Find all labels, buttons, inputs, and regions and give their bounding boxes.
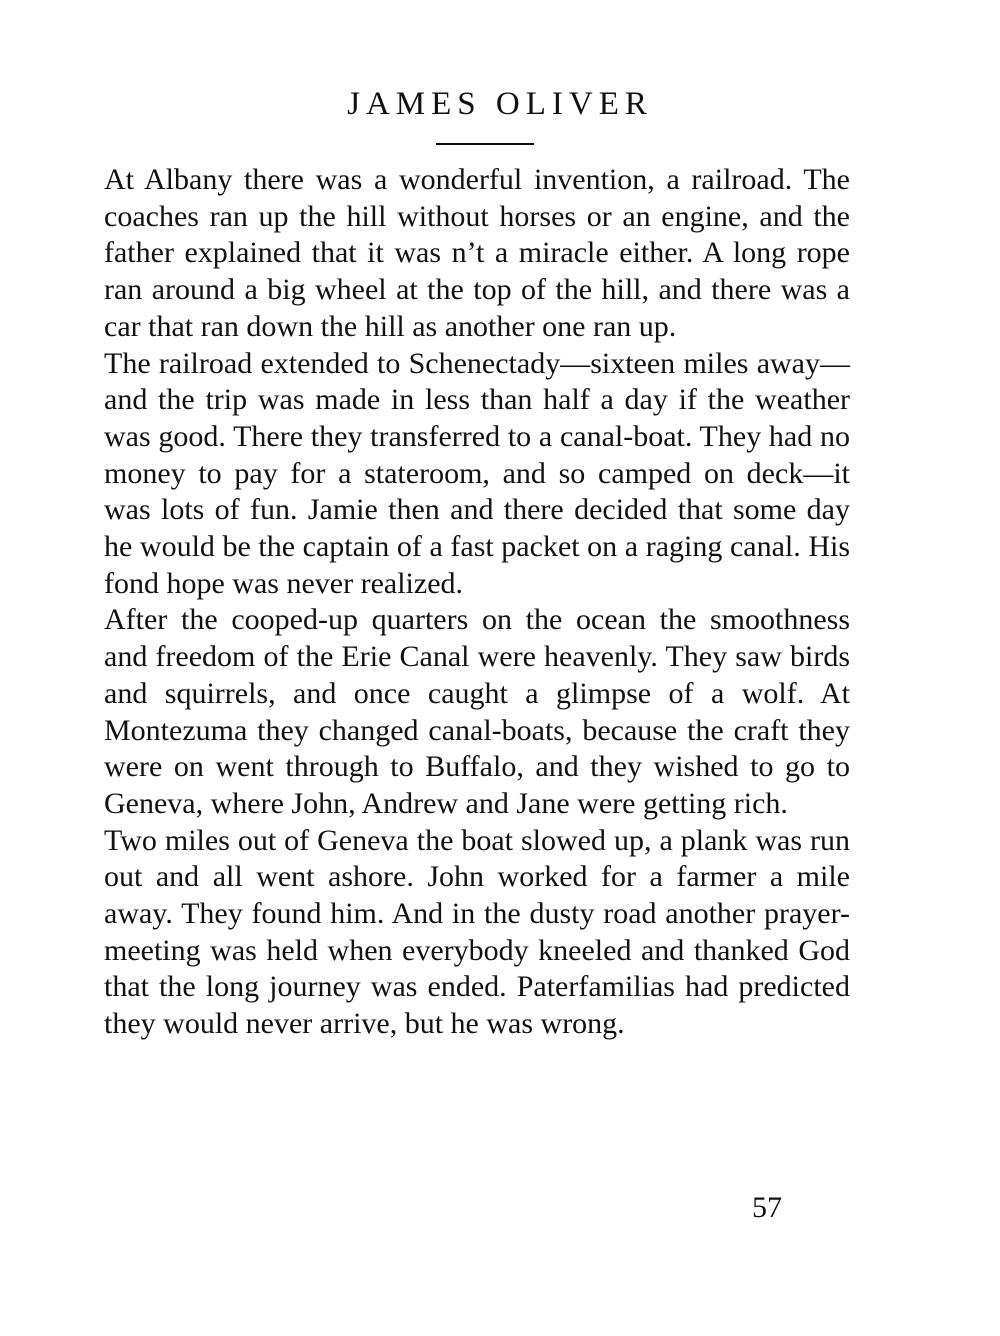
paragraph-geneva-arrival: Two miles out of Geneva the boat slowed up, a plank was run out and all went ashore. John worked for a farmer a mile away. They found him. And in the dusty road another prayer-meeting was held when everybody kneeled and thanked God that the long journey was ended. Paterfamilias had predicted they would never arrive, but he was wrong. xyxy=(104,823,850,1041)
paragraph-albany-railroad: At Albany there was a wonderful invention, a railroad. The coaches ran up the hill without horses or an engine, and the father explained that it was n’t a miracle either. A long rope ran around a big wheel at the top of the hill, and there was a car that ran down the hill as another one ran up. xyxy=(104,163,850,343)
paragraph-schenectady-canal: The railroad extended to Schenectady—sixteen miles away—and the trip was made in less than half a day if the weather was good. There they transferred to a canal-boat. They had no money to pay for a stateroom, and so camped on deck—it was lots of fun. Jamie then and there decided that some day he would be the captain of a fast packet on a raging canal. His fond hope was never realized. xyxy=(104,346,850,600)
paragraph-erie-canal: After the cooped-up quarters on the ocean the smoothness and freedom of the Erie Canal were heavenly. They saw birds and squirrels, and once caught a glimpse of a wolf. At Montezuma they changed canal-boats, because the craft they were on went through to Buffalo, and they wished to go to Geneva, where John, Andrew and Jane were getting rich. xyxy=(104,603,850,820)
head-rule xyxy=(436,143,534,145)
running-head: JAMES OLIVER xyxy=(347,86,653,122)
body-text xyxy=(104,162,850,1043)
page-number: 57 xyxy=(752,1191,782,1224)
